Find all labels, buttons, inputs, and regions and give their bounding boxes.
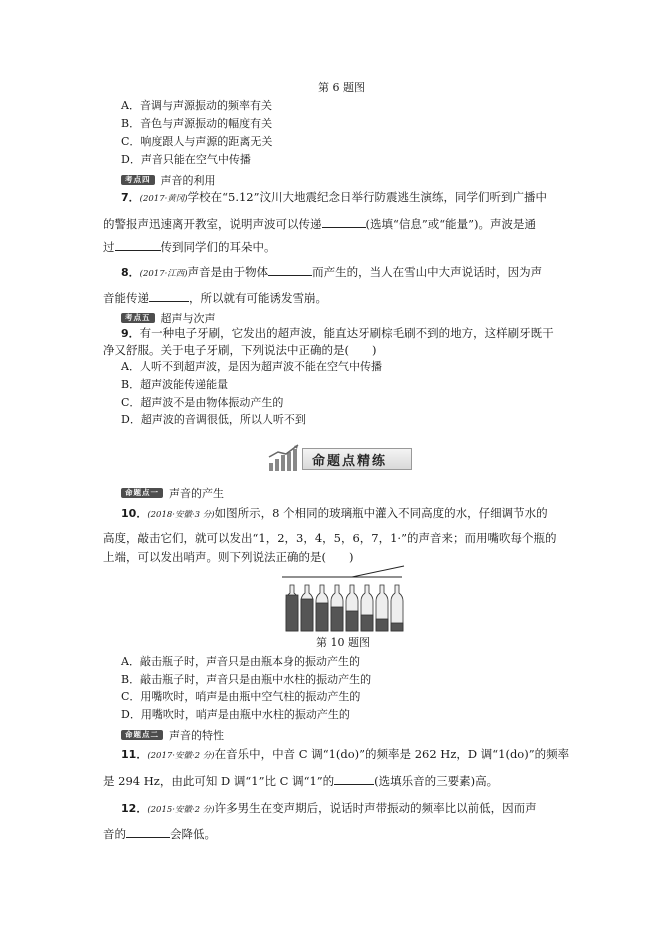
q12-text-1: 许多男生在变声期后，说话时声带振动的频率比以前低，因而声: [214, 801, 537, 815]
q9-option-b: B．超声波能传递能量: [121, 378, 229, 391]
q9-line-2: 净又舒服。关于电子牙刷，下列说法中正确的是( ): [103, 343, 377, 357]
q11-blank[interactable]: [334, 773, 374, 785]
q8-source: (2017·江西): [139, 269, 188, 279]
q10-option-b: B．敲击瓶子时，声音只是由瓶中水柱的振动产生的: [121, 673, 372, 686]
section-4-tag: 考点四: [121, 175, 155, 185]
q10-number: 10: [121, 507, 137, 520]
q6-option-b: B．音色与声源振动的幅度有关: [121, 117, 273, 130]
section-5-heading: [121, 307, 216, 326]
q8-text-1a: 声音是由于物体: [187, 265, 269, 279]
q8-blank-2[interactable]: [149, 290, 189, 302]
practice-banner: [268, 443, 414, 471]
q9-option-a: A．人听不到超声波，是因为超声波不能在空气中传播: [121, 360, 382, 373]
q7-text-1: 学校在“5.12”汶川大地震纪念日举行防震逃生演练，同学们听到广播中: [187, 190, 547, 204]
q11-number: 11: [121, 748, 137, 761]
q7-text-2b: (选填“信息”或“能量”)。声波是通: [365, 217, 536, 231]
q9-number: 9: [121, 327, 129, 340]
q12-source: (2015·安徽·2 分): [147, 805, 215, 815]
q7-blank-1[interactable]: [322, 216, 366, 228]
q9-option-d: D．超声波的音调很低，所以人听不到: [121, 413, 306, 426]
q6-option-a: A．音调与声源振动的频率有关: [121, 99, 272, 112]
q7-line-3: [103, 239, 276, 255]
proposition-1-label: 声音的产生: [169, 486, 224, 500]
glass-bottles-figure: [280, 563, 420, 635]
proposition-1-tag: 命题点一: [121, 488, 163, 498]
q11-text-1: 在音乐中，中音 C 调“1(do)”的频率是 262 Hz，D 调“1(do)”的频率: [214, 747, 570, 761]
q7-line-2: [103, 216, 536, 232]
section-5-tag: 考点五: [121, 313, 155, 323]
proposition-2-heading: [121, 724, 224, 743]
q8-line-1: 8．(2017·江西)声音是由于物体 而产生的，当人在雪山中大声说话时，因为声: [121, 265, 543, 279]
q9-line-1: 9．有一种电子牙刷，它发出的超声波，能直达牙刷棕毛刷不到的地方，这样刷牙既干: [121, 326, 554, 340]
q7-blank-2[interactable]: [115, 239, 161, 251]
q7-text-2a: 的警报声迅速离开教室，说明声波可以传递: [103, 217, 322, 231]
q10-line-3: 上端，可以发出哨声。则下列说法正确的是( ): [103, 550, 354, 564]
q7-text-3a: 过: [103, 240, 115, 254]
q9-option-c: C．超声波不是由物体振动产生的: [121, 396, 284, 409]
q7-line-1: 7．(2017·黄冈)学校在“5.12”汶川大地震纪念日举行防震逃生演练，同学们听到广播中: [121, 190, 547, 204]
q11-line-1: 11．(2017·安徽·2 分)在音乐中，中音 C 调“1(do)”的频率是 262 Hz，D 调“1(do)”的频率: [121, 747, 570, 761]
q11-text-2b: (选填乐音的三要素)高。: [374, 774, 499, 788]
q11-source: (2017·安徽·2 分): [147, 751, 215, 761]
q12-line-1: 12．(2015·安徽·2 分)许多男生在变声期后，说话时声带振动的频率比以前低，因而声: [121, 801, 537, 815]
q12-line-2: [103, 826, 216, 842]
q8-text-2a: 音能传递: [103, 291, 149, 305]
q7-number: 7: [121, 191, 129, 204]
q11-text-2a: 是 294 Hz，由此可知 D 调“1”比 C 调“1”的: [103, 774, 335, 788]
q7-text-3b: 传到同学们的耳朵中。: [160, 240, 276, 254]
q6-option-c: C．响度跟人与声源的距离无关: [121, 135, 273, 148]
q9-text-1: 有一种电子牙刷，它发出的超声波，能直达牙刷棕毛刷不到的地方，这样刷牙既干: [139, 326, 554, 340]
q12-text-2a: 音的: [103, 827, 126, 841]
q10-option-d: D．用嘴吹时，哨声是由瓶中水柱的振动产生的: [121, 708, 350, 721]
banner-title: 命题点精练: [312, 454, 388, 469]
q7-source: (2017·黄冈): [139, 194, 188, 204]
q10-line-2: 高度，敲击它们，就可以发出“1，2，3，4，5，6，7，1·”的声音来；而用嘴吹每个瓶的: [103, 531, 557, 545]
section-4-label: 声音的利用: [160, 173, 216, 187]
proposition-2-label: 声音的特性: [169, 728, 224, 742]
q8-number: 8: [121, 266, 129, 279]
q10-option-a: A．敲击瓶子时，声音只是由瓶本身的振动产生的: [121, 655, 360, 668]
proposition-2-tag: 命题点二: [121, 730, 163, 740]
q10-option-c: C．用嘴吹时，哨声是由瓶中空气柱的振动产生的: [121, 690, 361, 703]
proposition-1-heading: [121, 482, 224, 501]
q6-option-d: D．声音只能在空气中传播: [121, 153, 251, 166]
figure-10-caption: 第 10 题图: [316, 636, 370, 649]
q12-text-2b: 会降低。: [170, 827, 216, 841]
q8-text-1b: 而产生的，当人在雪山中大声说话时，因为声: [312, 265, 543, 279]
section-5-label: 超声与次声: [160, 311, 216, 325]
q8-line-2: [103, 290, 327, 306]
q8-text-2b: ，所以就有可能诱发雪崩。: [189, 291, 327, 305]
q10-source: (2018·安徽·3 分): [147, 510, 215, 520]
q8-blank-1[interactable]: [268, 264, 312, 276]
q10-line-1: 10．(2018·安徽·3 分)如图所示，8 个相同的玻璃瓶中灌入不同高度的水，仔细调节水的: [121, 506, 548, 520]
q12-blank[interactable]: [126, 826, 170, 838]
q10-text-1: 如图所示，8 个相同的玻璃瓶中灌入不同高度的水，仔细调节水的: [214, 506, 548, 520]
bar-chart-icon: [268, 443, 304, 471]
q11-line-2: [103, 773, 498, 789]
q12-number: 12: [121, 802, 137, 815]
figure-6-caption: 第 6 题图: [318, 81, 365, 94]
section-4-heading: [121, 169, 216, 188]
